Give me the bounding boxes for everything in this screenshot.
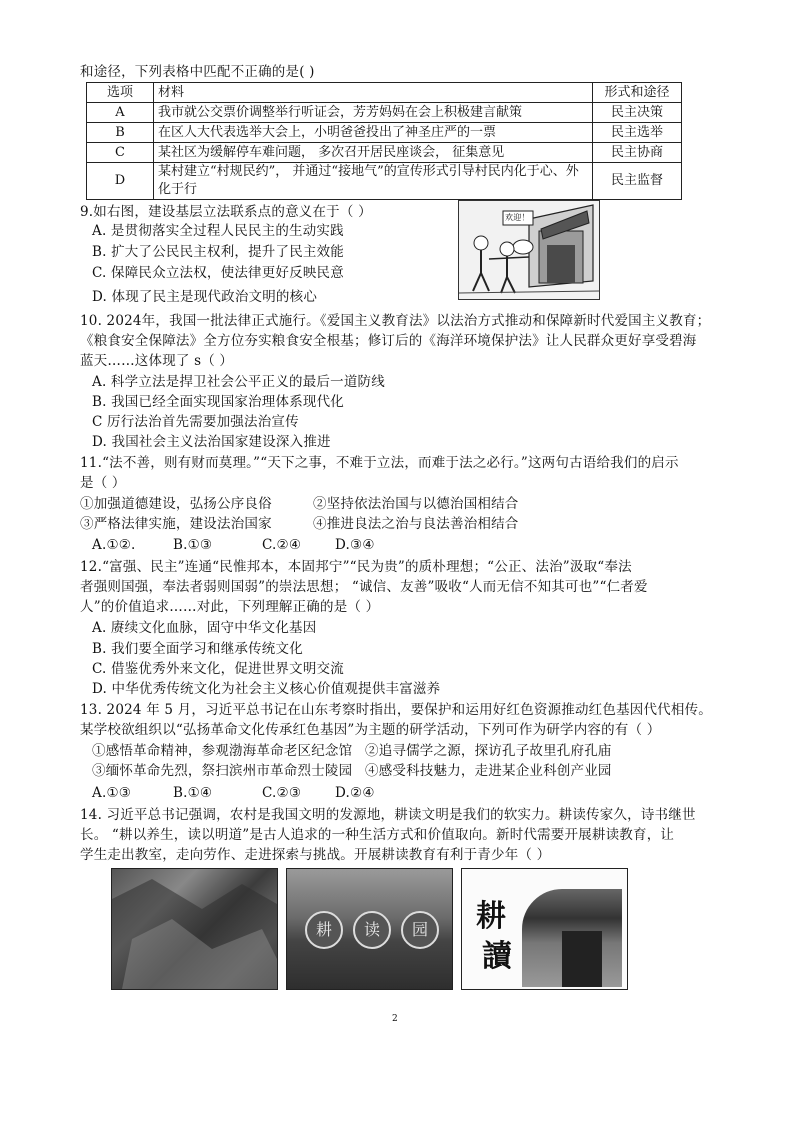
q12-stem-line-3: 人”的价值追求……对此，下列理解正确的是（ ） (80, 599, 380, 615)
q8-row-c-option: C (87, 143, 154, 163)
q9-cartoon-image (458, 200, 600, 300)
q8-row-b-material: 在区人大代表选举大会上，小明爸爸投出了神圣庄严的一票 (154, 123, 593, 143)
q8-header-option: 选项 (87, 83, 154, 103)
q11-choice-a[interactable]: A.①②. (92, 537, 136, 553)
rock-texture-image (112, 869, 277, 989)
q10-option-b[interactable]: B. 我国已经全面实现国家治理体系现代化 (92, 394, 345, 410)
q14-photo-3 (461, 868, 628, 990)
table-row (87, 163, 682, 200)
q14-stem-line-3: 学生走出教室，走向劳作、走进探索与挑战。开展耕读教育有利于青少年（ ） (80, 847, 551, 863)
q10-option-d[interactable]: D. 我国社会主义法治国家建设深入推进 (92, 434, 331, 450)
page-number: 2 (392, 1014, 398, 1024)
photo-seal-2: 读 (353, 911, 391, 949)
q8-table (86, 82, 682, 200)
q11-choice-c[interactable]: C.②④ (262, 537, 302, 553)
q9-option-c[interactable]: C. 保障民众立法权，使法律更好反映民意 (92, 265, 344, 281)
calligraphy-char-1: 耕 (476, 899, 506, 934)
q14-stem-line-1: 14. 习近平总书记强调，农村是我国文明的发源地，耕读文明是我们的软实力。耕读传家久，诗书继世 (80, 807, 696, 823)
q13-choice-c[interactable]: C.②③ (262, 785, 302, 801)
q8-stem: 和途径，下列表格中匹配不正确的是( ) (80, 64, 315, 80)
q8-row-b-form: 民主选举 (593, 123, 682, 143)
q8-row-a-material: 我市就公交票价调整举行听证会，芳芳妈妈在会上积极建言献策 (154, 103, 593, 123)
q9-option-a[interactable]: A. 是贯彻落实全过程人民民主的生动实践 (92, 223, 344, 239)
cartoon-sign-text: 欢迎！ (505, 213, 530, 222)
q11-stem-line-1: 11.“法不善，则有财而莫理。”“天下之事，不难于立法，而难于法之必行。”这两句古语给我们的启示 (80, 455, 679, 471)
q12-option-b[interactable]: B. 我们要全面学习和继承传统文化 (92, 641, 303, 657)
q14-photo-2 (286, 868, 453, 990)
q12-option-d[interactable]: D. 中华优秀传统文化为社会主义核心价值观提供丰富滋养 (92, 681, 441, 697)
q10-stem-line-3: 蓝天……这体现了 s（ ） (80, 353, 234, 369)
q13-choice-d[interactable]: D.②④ (335, 785, 375, 801)
q13-choice-a[interactable]: A.①③ (92, 785, 132, 801)
q10-stem-line-1: 10. 2024年，我国一批法律正式施行。《爱国主义教育法》以法治方式推动和保障新时代爱国主义教育； (80, 313, 711, 329)
q8-row-a-option: A (87, 103, 154, 123)
q14-photo-1 (111, 868, 278, 990)
q11-item-4: ④推进良法之治与良法善治相结合 (313, 516, 519, 532)
q13-item-3: ③缅怀革命先烈，祭扫滨州市革命烈士陵园 (92, 763, 353, 779)
q10-stem-line-2: 《粮食安全保障法》全方位夯实粮食安全根基；修订后的《海洋环境保护法》让人民群众更好享受碧海 (80, 333, 697, 349)
table-row (87, 143, 682, 163)
q11-choice-b[interactable]: B.①③ (173, 537, 213, 553)
q11-item-1: ①加强道德建设，弘扬公序良俗 (80, 496, 272, 512)
q12-option-a[interactable]: A. 赓续文化血脉，固守中华文化基因 (92, 620, 317, 636)
photo-seal-3: 园 (401, 911, 439, 949)
q8-row-d-material: 某村建立“村规民约”， 并通过“接地气”的宣传形式引导村民内化于心、外化于行 (154, 163, 593, 200)
q10-option-c[interactable]: C 厉行法治首先需要加强法治宣传 (92, 414, 299, 430)
q11-item-3: ③严格法律实施，建设法治国家 (80, 516, 272, 532)
q8-row-d-option: D (87, 163, 154, 200)
q8-row-c-form: 民主协商 (593, 143, 682, 163)
photo-seal-1: 耕 (305, 911, 343, 949)
q13-stem-line-2: 某学校欲组织以“弘扬革命文化传承红色基因”为主题的研学活动，下列可作为研学内容的有（ ） (80, 722, 661, 738)
calligraphy-char-2: 讀 (482, 939, 512, 974)
q9-stem: 9.如右图，建设基层立法联系点的意义在于（ ） (80, 204, 372, 220)
q8-header-material: 材料 (154, 83, 593, 103)
q11-choice-d[interactable]: D.③④ (335, 537, 375, 553)
table-row (87, 103, 682, 123)
q8-row-c-material: 某社区为缓解停车难问题， 多次召开居民座谈会， 征集意见 (154, 143, 593, 163)
q9-option-d[interactable]: D. 体现了民主是现代政治文明的核心 (92, 289, 318, 305)
q8-row-b-option: B (87, 123, 154, 143)
q13-choice-b[interactable]: B.①④ (173, 785, 213, 801)
table-row (87, 123, 682, 143)
q13-stem-line-1: 13. 2024 年 5 月，习近平总书记在山东考察时指出，要保护和运用好红色资源推动红色基因代代相传。 (80, 702, 712, 718)
doorway-shape (562, 931, 602, 987)
q8-header-form: 形式和途径 (593, 83, 682, 103)
q9-option-b[interactable]: B. 扩大了公民民主权利，提升了民主效能 (92, 244, 345, 260)
q8-row-a-form: 民主决策 (593, 103, 682, 123)
q12-stem-line-1: 12.“富强、民主”连通“民惟邦本，本固邦宁”“民为贵”的质朴理想；“公正、法治”汲取“奉法 (80, 559, 632, 575)
q12-option-c[interactable]: C. 借鉴优秀外来文化，促进世界文明交流 (92, 661, 344, 677)
q8-table-header (87, 83, 682, 103)
q13-item-1: ①感悟革命精神，参观渤海革命老区纪念馆 (92, 743, 353, 759)
q13-item-4: ④感受科技魅力，走进某企业科创产业园 (365, 763, 612, 779)
q14-stem-line-2: 长。 “耕以养生，读以明道”是古人追求的一种生活方式和价值取向。新时代需要开展耕读教育，让 (80, 827, 675, 843)
q11-item-2: ②坚持依法治国与以德治国相结合 (313, 496, 519, 512)
q12-stem-line-2: 者强则国强，奉法者弱则国弱”的崇法思想； “诚信、友善”吸收“人而无信不知其可也”“仁者爱 (80, 579, 648, 595)
q13-item-2: ②追寻儒学之源，探访孔子故里孔府孔庙 (365, 743, 612, 759)
q8-row-d-form: 民主监督 (593, 163, 682, 200)
q11-stem-line-2: 是（ ） (80, 475, 126, 491)
q10-option-a[interactable]: A. 科学立法是捍卫社会公平正义的最后一道防线 (92, 374, 385, 390)
